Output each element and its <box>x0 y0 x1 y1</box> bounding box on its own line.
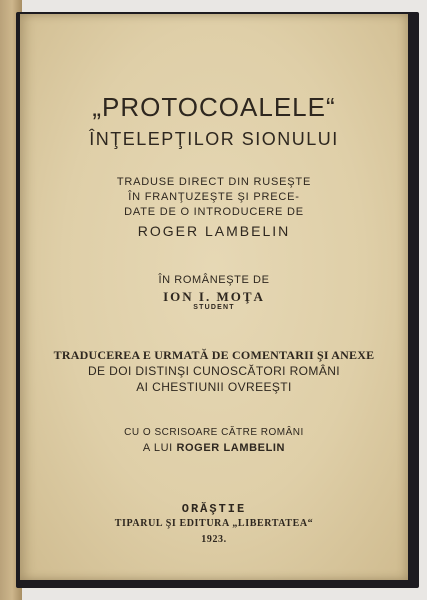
intro-line-1: TRADUSE DIRECT DIN RUSEŞTE <box>116 176 312 188</box>
letter-line-2-prefix: A LUI <box>142 442 177 454</box>
letter-line-1: CU O SCRISOARE CĂTRE ROMÂNI <box>124 427 304 438</box>
commentary-line-1: TRADUCEREA E URMATĂ DE COMENTARII ŞI ANEXE <box>53 348 375 362</box>
intro-line-3: DATE DE O INTRODUCERE DE <box>124 206 304 218</box>
book-subtitle: ÎNŢELEPŢILOR SIONULUI <box>89 129 339 149</box>
letter-line-2 <box>20 442 408 454</box>
letter-author-name: ROGER LAMBELIN <box>176 442 286 454</box>
commentary-line-2: DE DOI DISTINŞI CUNOSCĂTORI ROMÂNI <box>87 364 341 378</box>
publication-year: 1923. <box>201 534 227 545</box>
commentary-line-3: AI CHESTIUNII OVREEŞTI <box>136 380 292 394</box>
publisher-name: TIPARUL ŞI EDITURA „LIBERTATEA“ <box>114 518 314 529</box>
publisher-city: ORĂŞTIE <box>181 502 247 516</box>
title-page <box>20 14 408 580</box>
translator-role: STUDENT <box>193 304 235 311</box>
author-name: ROGER LAMBELIN <box>137 223 291 239</box>
book-title: „PROTOCOALELE“ <box>92 92 336 122</box>
translator-name: ION I. MOŢA <box>163 289 265 304</box>
intro-line-2: ÎN FRANŢUZEŞTE ŞI PRECE- <box>128 191 300 203</box>
translation-label: ÎN ROMÂNEŞTE DE <box>158 274 270 286</box>
